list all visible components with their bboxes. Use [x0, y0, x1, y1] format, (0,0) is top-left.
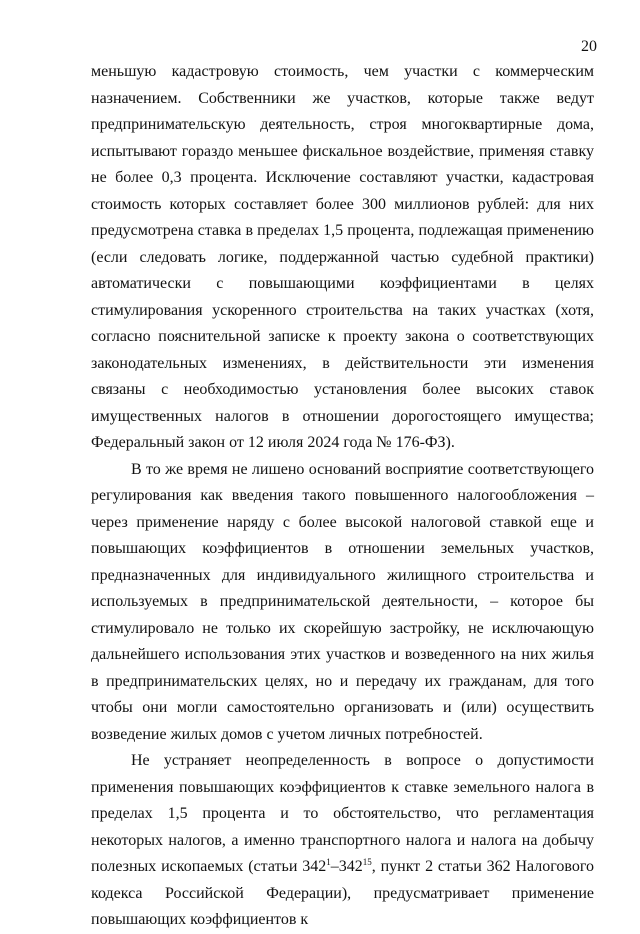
document-body	[91, 59, 594, 934]
paragraph-regulation-perception: В то же время не лишено оснований восприятие соответствующего регулирования как введения такого повышенного налогообложения – через применение наряду с более высокой налоговой ставкой еще и повышающих коэффициентов в отношении земельных участков, предназначенных для индивидуального жилищного строительства и используемых в предпринимательской деятельности, – которое бы стимулировало не только их скорейшую застройку, не исключающую дальнейшего использования этих участков и возведенного на них жилья в предпринимательских целях, но и передачу их гражданам, для того чтобы они могли самостоятельно организовать и (или) осуществить возведение жилых домов с учетом личных потребностей.	[91, 460, 594, 743]
paragraph-uncertainty	[91, 748, 594, 934]
paragraph-text-part: –342	[330, 858, 363, 875]
footnote-superscript: 1	[326, 857, 331, 867]
page-number: 20	[581, 38, 597, 55]
footnote-superscript: 15	[362, 857, 372, 867]
paragraph-continued: меньшую кадастровую стоимость, чем участки с коммерческим назначением. Собственники же участков, которые также ведут предпринимательскую деятельность, строя многоквартирные дома, испытывают гораздо меньшее фискальное воздействие, применяя ставку не более 0,3 процента. Исключение составляют участки, кадастровая стоимость которых составляет более 300 миллионов рублей: для них предусмотрена ставка в пределах 1,5 процента, подлежащая применению (если следовать логике, поддержанной частью судебной практики) автоматически с повышающими коэффициентами в целях стимулирования ускоренного строительства на таких участках (хотя, согласно пояснительной записке к проекту закона о соответствующих законодательных изменениях, в действительности эти изменения связаны с необходимостью установления более высоких ставок имущественных налогов в отношении дорогостоящего имущества; Федеральный закон от 12 июля 2024 года № 176-ФЗ).	[91, 63, 594, 451]
paragraph-text-part: Не устраняет неопределенность в вопросе о допустимости применения повышающих коэффициентов к ставке земельного налога в пределах 1,5 процента и то обстоятельство, что регламентация некоторых налогов, а именно транспортного налога и налога на добычу полезных ископаемых (статьи 342	[91, 752, 594, 875]
paragraph-text-part: , пункт 2 статьи 362 Налогового кодекса Российской Федерации), предусматривает применение повышающих коэффициентов к	[91, 858, 594, 928]
